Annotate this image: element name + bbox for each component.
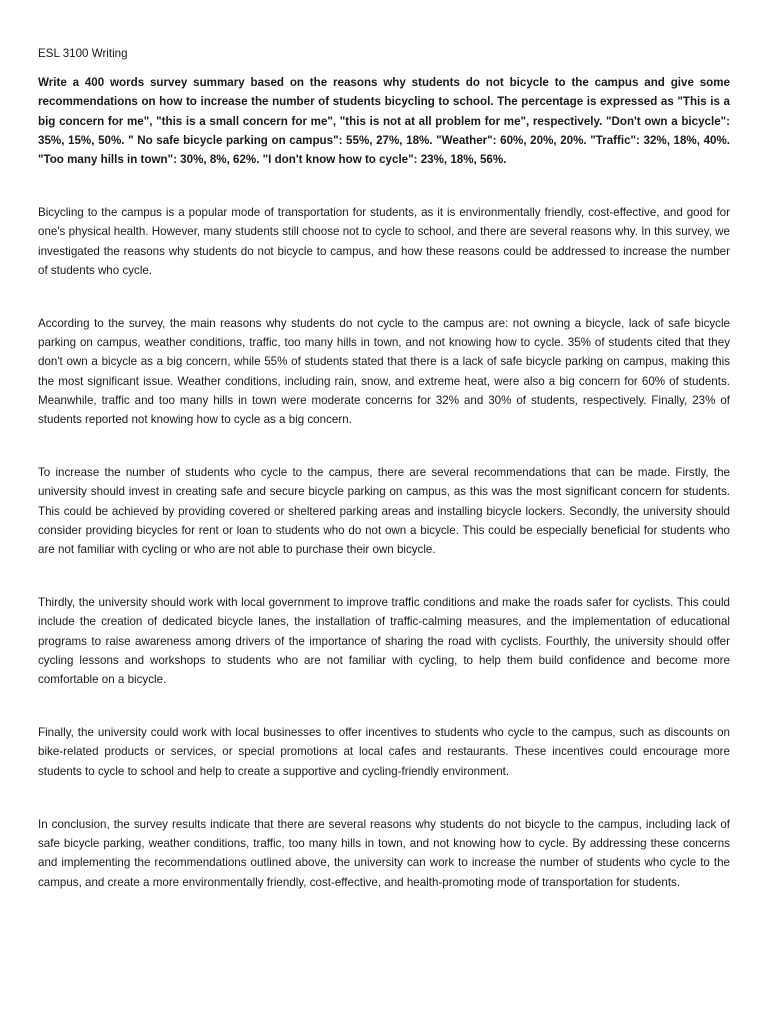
paragraph-conclusion: In conclusion, the survey results indicate that there are several reasons why students do not bicycle to the campus, including lack of safe bicycle parking, weather conditions, traffic, too many hills in town, and not knowing how to cycle. By addressing these concerns and implementing the recommendations outlined above, the university can work to increase the number of students who cycle to the campus, and create a more environmentally friendly, cost-effective, and health-promoting mode of transportation for students. — [38, 817, 730, 889]
spacer — [38, 429, 730, 463]
spacer — [38, 280, 730, 314]
spacer — [38, 689, 730, 723]
paragraph-recommendations-3: Finally, the university could work with local businesses to offer incentives to students who cycle to the campus, such as discounts on bike-related products or services, or special promotions at local cafes and restaurants. These incentives could encourage more students to cycle to school and help to create a supportive and cycling-friendly environment. — [38, 726, 730, 778]
paragraph-survey-findings: According to the survey, the main reasons why students do not cycle to the campus are: not owning a bicycle, lack of safe bicycle parking on campus, weather conditions, traffic, too many hills in town, and not knowing how to cycle. 35% of students cited that they don't own a bicycle as a big concern, while 55% of students stated that there is a lack of safe bicycle parking on campus, making this the most significant issue. Weather conditions, including rain, snow, and extreme heat, were also a big concern for 60% of students. Meanwhile, traffic and too many hills in town were moderate concerns for 32% and 30% of students, respectively. Finally, 23% of students reported not knowing how to cycle as a big concern. — [38, 317, 730, 427]
spacer — [38, 781, 730, 815]
paragraph-introduction: Bicycling to the campus is a popular mode of transportation for students, as it is environmentally friendly, cost-effective, and good for one's physical health. However, many students still choose not to cycle to school, and there are several reasons why. In this survey, we investigated the reasons why students do not bicycle to campus, and how these reasons could be addressed to increase the number of students who cycle. — [38, 206, 730, 277]
paragraph-recommendations-1: To increase the number of students who cycle to the campus, there are several recommendations that can be made. Firstly, the university should invest in creating safe and secure bicycle parking on campus, as this was the most significant concern for students. This could be achieved by providing covered or sheltered parking areas and installing bicycle lockers. Secondly, the university should consider providing bicycles for rent or loan to students who do not own a bicycle. This could be especially beneficial for students who are not familiar with cycling or who are not able to purchase their own bicycle. — [38, 466, 730, 557]
paragraph-recommendations-2: Thirdly, the university should work with local government to improve traffic conditions and make the roads safer for cyclists. This could include the creation of dedicated bicycle lanes, the installation of traffic-calming measures, and the implementation of educational programs to raise awareness among drivers of the importance of sharing the road with cyclists. Fourthly, the university should offer cycling lessons and workshops to students who are not familiar with cycling, to help them build confidence and become more comfortable on a bicycle. — [38, 596, 730, 687]
spacer — [38, 169, 730, 203]
document-page — [38, 44, 730, 892]
assignment-prompt: Write a 400 words survey summary based on the reasons why students do not bicycle to the campus and give some recommendations on how to increase the number of students bicycling to school. The percentage is expressed as "This is a big concern for me", "this is a small concern for me", "this is not at all problem for me", respectively. "Don't own a bicycle": 35%, 15%, 50%. " No safe bicycle parking on campus": 55%, 27%, 18%. "Weather": 60%, 20%, 20%. "Traffic": 32%, 18%, 40%. "Too many hills in town": 30%, 8%, 62%. "I don't know how to cycle": 23%, 18%, 56%. — [38, 76, 730, 167]
course-title: ESL 3100 Writing — [38, 47, 128, 60]
spacer — [38, 559, 730, 593]
